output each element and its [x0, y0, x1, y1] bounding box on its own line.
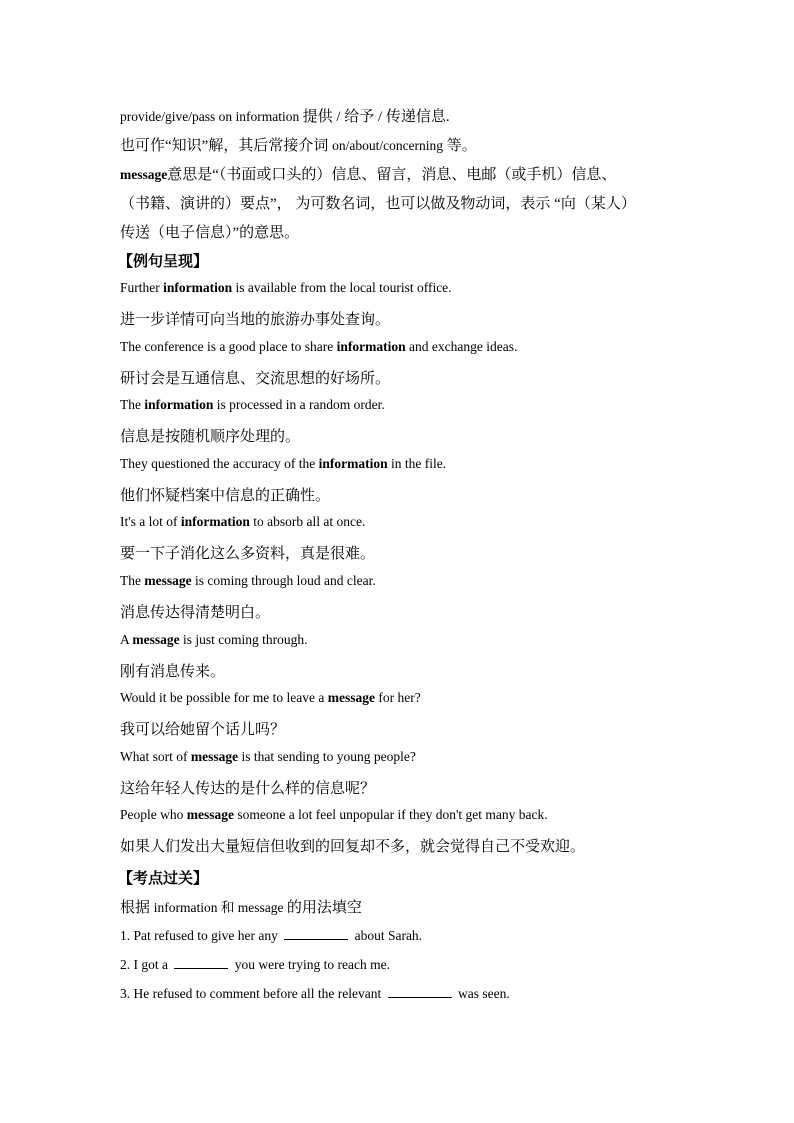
instruction-keywords: information 和 message [153, 900, 287, 915]
example-translation-zh: 他们怀疑档案中信息的正确性。 [120, 487, 331, 504]
example-translation-zh: 刚有消息传来。 [120, 663, 226, 680]
message-definition: （书籍、演讲的）要点”， 为可数名词，也可以做及物动词，表示 “向（某人） [120, 196, 636, 212]
example-text: for her? [374, 690, 421, 706]
message-keyword: message [120, 167, 168, 182]
intro-text-end: 等。 [443, 138, 477, 154]
intro-line-2 [120, 134, 477, 155]
example-sentence-en [120, 807, 548, 823]
example-sentence-en [120, 632, 308, 648]
example-sentence-en [120, 573, 376, 589]
example-keyword: information [163, 280, 233, 295]
example-keyword: message [186, 807, 234, 823]
example-keyword: message [327, 690, 375, 706]
example-translation-zh: 我可以给她留个话儿吗？ [120, 722, 286, 739]
exercise-text: 2. I got a [120, 957, 172, 972]
exercise-text: about Sarah. [351, 928, 423, 943]
section-title-examples: 【例句呈现】 [118, 254, 209, 270]
example-text: in the file. [387, 455, 447, 471]
exercise-item [120, 927, 422, 944]
example-sentence-en [120, 339, 517, 355]
example-text: someone a lot feel unpopular if they don't get many back. [234, 807, 548, 823]
exercise-text: 3. He refused to comment before all the relevant [120, 986, 385, 1001]
exercise-text: 1. Pat refused to give her any [120, 928, 282, 943]
example-text: What sort of [120, 748, 191, 764]
instruction-text: 根据 [120, 900, 154, 916]
answer-blank[interactable] [388, 985, 452, 998]
example-sentence-en [120, 397, 385, 413]
message-definition-line-1 [120, 163, 616, 184]
example-text: to absorb all at once. [249, 514, 366, 530]
example-text: It's a lot of [120, 514, 181, 530]
example-text: is coming through loud and clear. [191, 573, 376, 588]
example-translation-zh: 如果人们发出大量短信但收到的回复却不多，就会觉得自己不受欢迎。 [120, 839, 586, 856]
example-translation-zh: 研讨会是互通信息、交流思想的好场所。 [120, 370, 391, 387]
example-text: A [120, 631, 133, 647]
example-text: They questioned the accuracy of the [120, 455, 319, 471]
example-keyword: information [180, 514, 250, 530]
intro-phrase-zh: 提供 / 给予 / 传递信息. [302, 109, 450, 125]
example-translation-zh: 要一下子消化这么多资料，真是很难。 [120, 546, 376, 563]
section-title-exercises: 【考点过关】 [118, 871, 209, 887]
answer-blank[interactable] [174, 956, 228, 969]
example-text: The conference is a good place to share [120, 338, 337, 354]
answer-blank[interactable] [284, 927, 348, 940]
example-sentence-en [120, 749, 416, 765]
example-text: is that sending to young people? [238, 748, 416, 764]
example-keyword: information [318, 455, 388, 471]
example-translation-zh: 这给年轻人传达的是什么样的信息呢？ [120, 780, 376, 797]
example-sentence-en [120, 456, 446, 472]
exercise-text: was seen. [454, 986, 510, 1001]
example-keyword: message [190, 748, 239, 764]
example-text: is processed in a random order. [213, 397, 385, 413]
intro-text: 也可作“知识”解，其后常接介词 [120, 138, 333, 154]
example-keyword: message [132, 631, 180, 647]
message-definition: 传送（电子信息）”的意思。 [120, 225, 300, 241]
example-text: is just coming through. [179, 631, 308, 647]
intro-phrase-en: provide/give/pass on information [120, 109, 303, 124]
example-keyword: information [144, 397, 214, 413]
example-text: The [120, 397, 145, 413]
exercise-text: you were trying to reach me. [231, 957, 390, 972]
exercise-instruction [120, 896, 362, 917]
intro-prepositions: on/about/concerning [332, 138, 444, 153]
example-sentence-en [120, 514, 365, 530]
intro-line-1 [120, 105, 450, 126]
example-translation-zh: 消息传达得清楚明白。 [120, 605, 271, 621]
example-sentence-en [120, 690, 421, 706]
example-translation-zh: 进一步详情可向当地的旅游办事处查询。 [120, 312, 391, 328]
message-definition-line-2 [120, 192, 636, 213]
example-sentence-en [120, 280, 452, 296]
message-definition-line-3 [120, 221, 299, 242]
example-text: Further [120, 280, 164, 295]
instruction-text-end: 的用法填空 [286, 900, 362, 916]
example-keyword: information [336, 338, 406, 354]
exercise-item [120, 956, 390, 973]
example-text: Would it be possible for me to leave a [120, 690, 328, 706]
example-text: People who [120, 807, 187, 823]
exercise-item [120, 985, 510, 1002]
example-translation-zh: 信息是按随机顺序处理的。 [120, 429, 301, 446]
message-definition: 意思是“（书面或口头的）信息、留言，消息、电邮（或手机）信息、 [167, 167, 617, 183]
example-text: and exchange ideas. [405, 338, 518, 354]
example-keyword: message [144, 573, 192, 588]
example-text: The [120, 573, 145, 588]
example-text: is available from the local tourist office. [232, 280, 452, 295]
